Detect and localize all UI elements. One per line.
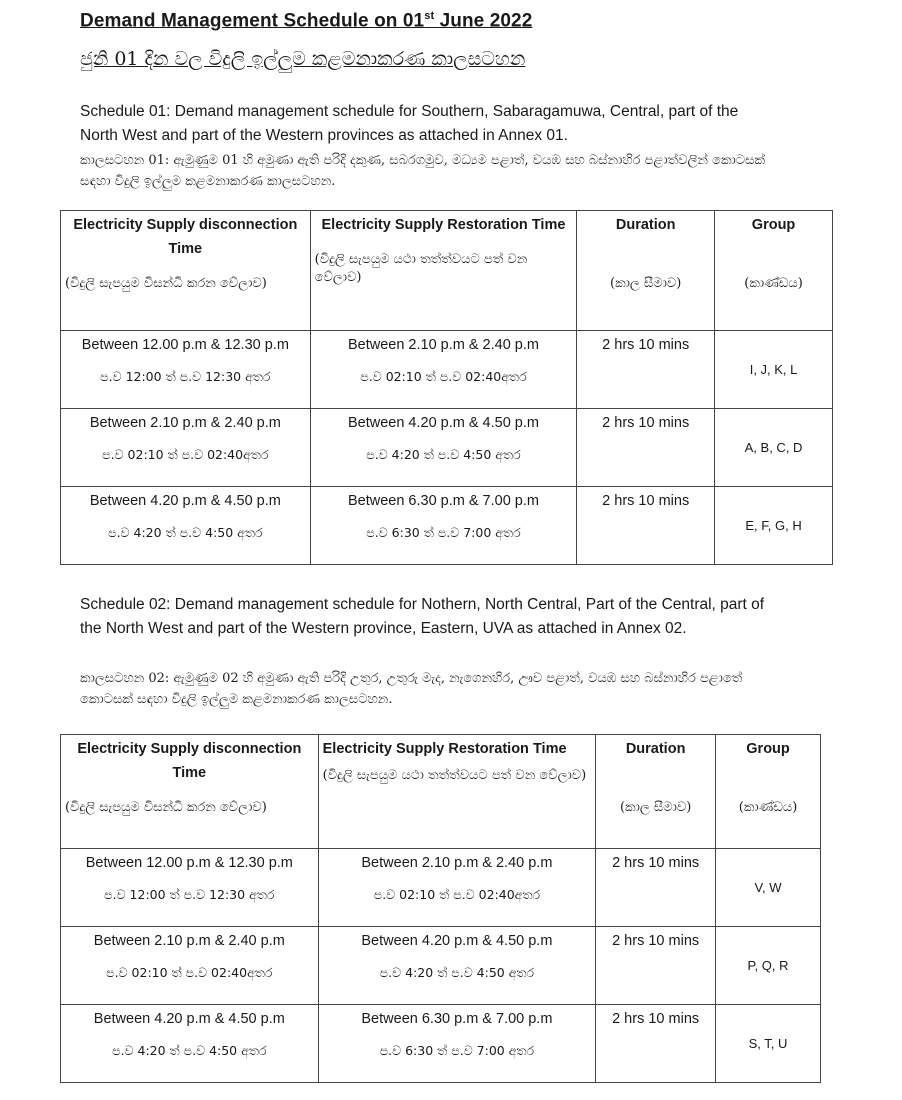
disconnect-time: Between 4.20 p.m & 4.50 p.m	[93, 1011, 285, 1027]
header-group-sinhala: (කාණ්ඩය)	[738, 800, 798, 815]
table-header-row	[61, 211, 833, 331]
document-title	[80, 10, 532, 32]
disconnect-time: Between 2.10 p.m & 2.40 p.m	[93, 933, 285, 949]
group: V, W	[716, 849, 821, 927]
restore-time-sinhala: ප.ව 6:30 ත් ප.ව 7:00 අතර	[366, 525, 521, 540]
group: P, Q, R	[716, 927, 821, 1005]
schedule1-description: Schedule 01: Demand management schedule for Southern, Sabaragamuwa, Central, part of the North West and part of the Western provinces as attached in Annex 01.	[80, 103, 739, 144]
group: I, J, K, L	[715, 331, 833, 409]
header-disconnection-sinhala: (විදුලි සැපයුම විසන්ධි කරන වේලාව)	[65, 800, 267, 815]
restore-time-sinhala: ප.ව 02:10 ත් ප.ව 02:40අතර	[373, 887, 541, 902]
restore-time: Between 6.30 p.m & 7.00 p.m	[361, 1011, 553, 1027]
restore-time-sinhala: ප.ව 6:30 ත් ප.ව 7:00 අතර	[379, 1043, 535, 1058]
header-duration: Duration (කාල සීමාව)	[577, 211, 715, 331]
header-disconnection: Electricity Supply disconnection Time (විදුලි සැපයුම විසන්ධි කරන වේලාව)	[61, 735, 319, 849]
disconnect-time-sinhala: ප.ව 12:00 ත් ප.ව 12:30 අතර	[100, 369, 271, 384]
duration: 2 hrs 10 mins	[577, 409, 715, 487]
disconnect-time-sinhala: ප.ව 4:20 ත් ප.ව 4:50 අතර	[112, 1043, 267, 1058]
header-duration-sinhala: (කාල සීමාව)	[619, 800, 692, 815]
restore-time: Between 2.10 p.m & 2.40 p.m	[361, 855, 553, 871]
restore-time: Between 4.20 p.m & 4.50 p.m	[361, 933, 553, 949]
header-group-sinhala: (කාණ්ඩය)	[744, 276, 803, 291]
header-duration: Duration (කාල සීමාව)	[596, 735, 716, 849]
group: A, B, C, D	[715, 409, 833, 487]
restore-time: Between 4.20 p.m & 4.50 p.m	[347, 415, 539, 431]
restore-time-sinhala: ප.ව 02:10 ත් ප.ව 02:40අතර	[360, 369, 527, 384]
table-row	[61, 927, 821, 1005]
disconnect-time-sinhala: ප.ව 02:10 ත් ප.ව 02:40අතර	[106, 965, 273, 980]
restore-time-sinhala: ප.ව 4:20 ත් ප.ව 4:50 අතර	[379, 965, 535, 980]
header-disconnection: Electricity Supply disconnection Time (විදුලි සැපයුම විසන්ධි කරන වේලාව)	[61, 211, 311, 331]
header-restoration: Electricity Supply Restoration Time (විදුලි සැපයුම යථා තත්ත්වයට පත් වන වේලාව)	[310, 211, 577, 331]
header-restoration-sinhala: (විදුලි සැපයුම යථා තත්ත්වයට පත් වන වේලාව)	[322, 768, 587, 783]
schedule2-description-sinhala: කාලසටහන 02: ඇමුණුම 02 හි අමුණා ඇති පරිදි උතුර, උතුරු මැද, නැගෙනහිර, ඌව පළාත්, වයඹ සහ බස්නාහිර පළාතේ කොටසක් සඳහා විදුලි ඉල්ලුම කළමනාකරණ කාලසටහන.	[80, 671, 743, 707]
header-group: Group (කාණ්ඩය)	[716, 735, 821, 849]
disconnect-time: Between 2.10 p.m & 2.40 p.m	[89, 415, 281, 431]
header-disconnection-sinhala: (විදුලි සැපයුම විසන්ධි කරන වේලාව)	[65, 276, 267, 291]
schedule2-table	[60, 734, 821, 1083]
duration: 2 hrs 10 mins	[577, 331, 715, 409]
header-restoration-sinhala: (විදුලි සැපයුම යථා තත්ත්වයට පත් වන වේලාව)	[314, 252, 528, 285]
header-group: Group (කාණ්ඩය)	[715, 211, 833, 331]
title-text: Demand Management Schedule on 01	[80, 10, 425, 32]
title-date: June 2022	[434, 10, 533, 32]
table-row	[61, 409, 833, 487]
duration: 2 hrs 10 mins	[577, 487, 715, 565]
group: S, T, U	[716, 1005, 821, 1083]
duration: 2 hrs 10 mins	[596, 849, 716, 927]
document-subtitle-sinhala: ජුනි 01 දින වල විදුලි ඉල්ලුම කළමනාකරණ කාලසටහන	[80, 48, 526, 70]
group: E, F, G, H	[715, 487, 833, 565]
disconnect-time: Between 12.00 p.m & 12.30 p.m	[85, 855, 293, 871]
schedule2-description: Schedule 02: Demand management schedule for Nothern, North Central, Part of the Central, part of the North West and part of the Western province, Eastern, UVA as attached in Annex 02.	[80, 596, 765, 637]
table-row	[61, 849, 821, 927]
table-row	[61, 487, 833, 565]
table-row	[61, 1005, 821, 1083]
disconnect-time-sinhala: ප.ව 4:20 ත් ප.ව 4:50 අතර	[108, 525, 263, 540]
disconnect-time: Between 12.00 p.m & 12.30 p.m	[81, 337, 289, 353]
header-duration-sinhala: (කාල සීමාව)	[610, 276, 682, 291]
disconnect-time-sinhala: ප.ව 02:10 ත් ප.ව 02:40අතර	[102, 447, 269, 462]
schedule1-table	[60, 210, 833, 565]
restore-time-sinhala: ප.ව 4:20 ත් ප.ව 4:50 අතර	[366, 447, 521, 462]
restore-time: Between 2.10 p.m & 2.40 p.m	[347, 337, 539, 353]
table-header-row	[61, 735, 821, 849]
disconnect-time: Between 4.20 p.m & 4.50 p.m	[89, 493, 281, 509]
duration: 2 hrs 10 mins	[596, 1005, 716, 1083]
table-row	[61, 331, 833, 409]
disconnect-time-sinhala: ප.ව 12:00 ත් ප.ව 12:30 අතර	[104, 887, 275, 902]
duration: 2 hrs 10 mins	[596, 927, 716, 1005]
restore-time: Between 6.30 p.m & 7.00 p.m	[347, 493, 539, 509]
schedule1-description-sinhala: කාලසටහන 01: ඇමුණුම 01 හි අමුණා ඇති පරිදි දකුණ, සබරගමුව, මධ්‍යම පළාත්, වයඹ සහ බස්නාහිර පළාත්වලින් කොටසක් සඳහා විදුලි ඉල්ලුම කළමනාකරණ කාලසටහන.	[80, 153, 766, 189]
title-superscript: st	[424, 10, 435, 22]
header-restoration: Electricity Supply Restoration Time (විදුලි සැපයුම යථා තත්ත්වයට පත් වන වේලාව)	[318, 735, 596, 849]
